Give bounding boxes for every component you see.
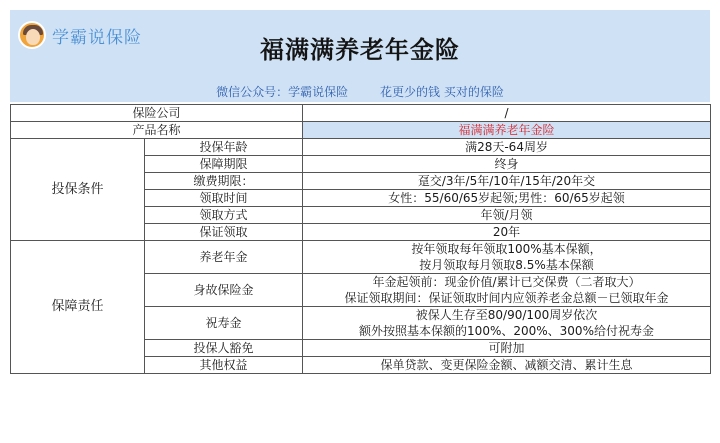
row-value: 终身 — [303, 156, 711, 173]
brand-name: 学霸说保险 — [52, 27, 142, 48]
row-label: 养老年金 — [145, 241, 303, 274]
value-line: 年金起领前：现金价值/累计已交保费（二者取大） — [372, 275, 641, 289]
row-value: 女性：55/60/65岁起领;男性：60/65岁起领 — [303, 190, 711, 207]
row-value — [303, 241, 711, 274]
company-value: / — [303, 105, 711, 122]
table-row — [11, 105, 711, 122]
product-value: 福满满养老年金险 — [303, 122, 711, 139]
row-value: 可附加 — [303, 340, 711, 357]
product-table — [10, 104, 711, 374]
conditions-group-label: 投保条件 — [11, 139, 145, 241]
row-value — [303, 307, 711, 340]
row-label: 其他权益 — [145, 357, 303, 374]
row-label: 投保人豁免 — [145, 340, 303, 357]
row-label: 缴费期限： — [145, 173, 303, 190]
row-label: 身故保险金 — [145, 274, 303, 307]
row-label: 领取方式 — [145, 207, 303, 224]
row-label: 领取时间 — [145, 190, 303, 207]
row-value — [303, 274, 711, 307]
row-label: 保证领取 — [145, 224, 303, 241]
row-value: 年领/月领 — [303, 207, 711, 224]
company-label: 保险公司 — [11, 105, 303, 122]
value-line: 按月领取每月领取8.5%基本保额 — [419, 258, 594, 272]
value-line: 额外按照基本保额的100%、200%、300%给付祝寿金 — [359, 324, 654, 338]
table-row — [11, 139, 711, 156]
slogan: 花更少的钱 买对的保险 — [380, 85, 504, 99]
row-value: 满28天-64周岁 — [303, 139, 711, 156]
value-line: 按年领取每年领取100%基本保额， — [411, 242, 602, 256]
table-row — [11, 241, 711, 274]
page-title: 福满满养老年金险 — [260, 36, 460, 64]
subtitle — [10, 83, 710, 100]
table-row — [11, 122, 711, 139]
row-label: 投保年龄 — [145, 139, 303, 156]
product-label: 产品名称 — [11, 122, 303, 139]
value-line: 被保人生存至80/90/100周岁依次 — [415, 308, 598, 322]
row-value: 20年 — [303, 224, 711, 241]
value-line: 保证领取期间：保证领取时间内应领养老金总额－已领取年金 — [344, 291, 669, 305]
wechat-account: 微信公众号：学霸说保险 — [216, 85, 349, 99]
row-label: 保障期限 — [145, 156, 303, 173]
header-banner — [10, 10, 710, 102]
row-value: 趸交/3年/5年/10年/15年/20年交 — [303, 173, 711, 190]
coverage-group-label: 保障责任 — [11, 241, 145, 374]
row-value: 保单贷款、变更保险金额、减额交清、累计生息 — [303, 357, 711, 374]
row-label: 祝寿金 — [145, 307, 303, 340]
